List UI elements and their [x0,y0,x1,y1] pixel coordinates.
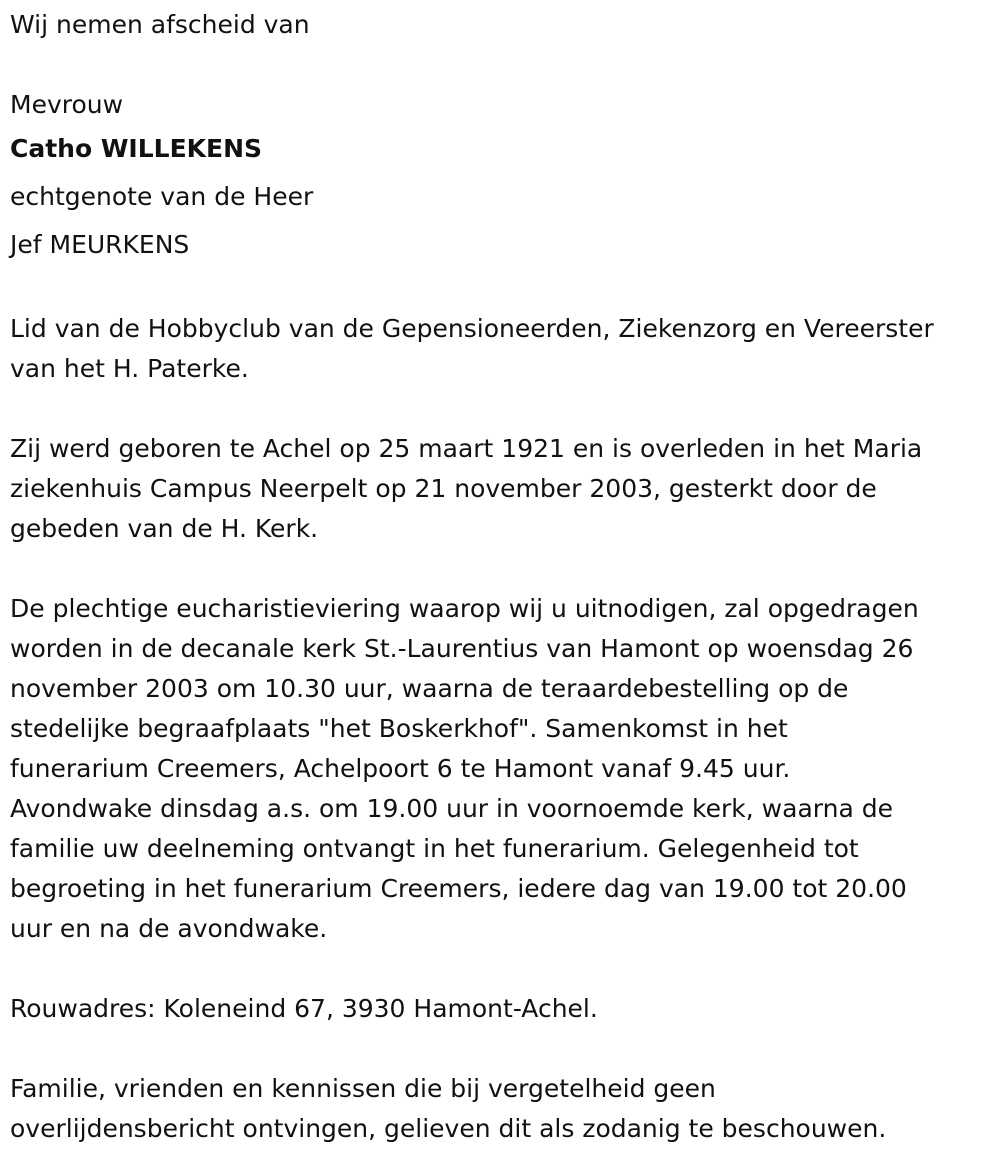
paragraph-line: begroeting in het funerarium Creemers, iedere dag van 19.00 tot 20.00 [10,874,907,903]
membership-paragraph [10,309,995,389]
paragraph-line: De plechtige eucharistieviering waarop wij u uitnodigen, zal opgedragen [10,594,919,623]
spacer [10,949,995,989]
relation-line: echtgenote van de Heer [10,182,314,211]
paragraph-line: Zij werd geboren te Achel op 25 maart 1921 en is overleden in het Maria [10,434,923,463]
honorific: Mevrouw [10,90,124,119]
paragraph-line: stedelijke begraafplaats "het Boskerkhof". Samenkomst in het [10,714,788,743]
mourning-address: Rouwadres: Koleneind 67, 3930 Hamont-Achel. [10,994,598,1023]
birth-death-paragraph [10,429,995,549]
intro-line: Wij nemen afscheid van [10,10,310,39]
paragraph-line: gebeden van de H. Kerk. [10,514,319,543]
paragraph-line: Avondwake dinsdag a.s. om 19.00 uur in voornoemde kerk, waarna de [10,794,893,823]
paragraph-line: ziekenhuis Campus Neerpelt op 21 november 2003, gesterkt door de [10,474,877,503]
paragraph-line: uur en na de avondwake. [10,914,328,943]
deceased-name: Catho WILLEKENS [10,134,263,163]
spacer [10,389,995,429]
spacer [10,1029,995,1069]
paragraph-line: worden in de decanale kerk St.-Laurentius van Hamont op woensdag 26 [10,634,914,663]
closing-paragraph [10,1069,995,1149]
paragraph-line: Lid van de Hobbyclub van de Gepensioneerden, Ziekenzorg en Vereerster [10,314,934,343]
paragraph-line: overlijdensbericht ontvingen, gelieven dit als zodanig te beschouwen. [10,1114,887,1143]
spacer [10,45,995,85]
ceremony-paragraph [10,589,995,949]
paragraph-line: van het H. Paterke. [10,354,249,383]
spouse-name: Jef MEURKENS [10,230,190,259]
paragraph-line: november 2003 om 10.30 uur, waarna de teraardebestelling op de [10,674,849,703]
paragraph-line: Familie, vrienden en kennissen die bij vergetelheid geen [10,1074,716,1103]
paragraph-line: funerarium Creemers, Achelpoort 6 te Hamont vanaf 9.45 uur. [10,754,791,783]
spacer [10,269,995,309]
obituary-notice [10,5,995,1149]
spacer [10,549,995,589]
paragraph-line: familie uw deelneming ontvangt in het funerarium. Gelegenheid tot [10,834,859,863]
